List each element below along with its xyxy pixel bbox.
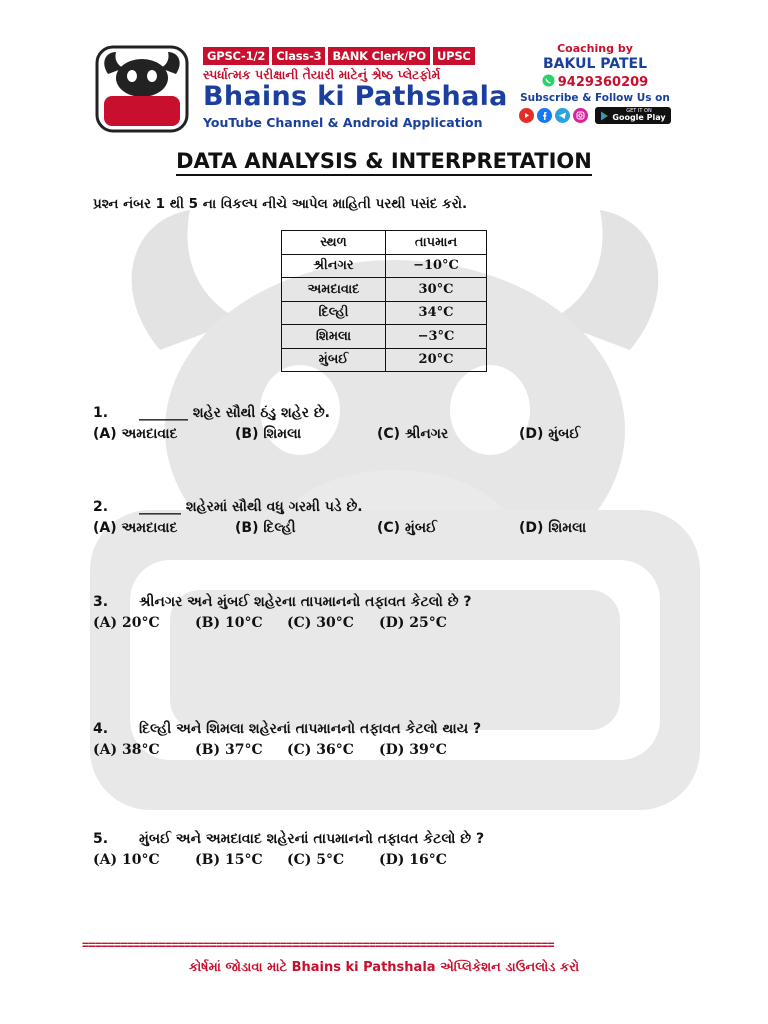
social-links <box>518 107 672 124</box>
footer-text: કોર્ષમાં જોડાવા માટે Bhains ki Pathshala એપ્લિકેશન ડાઉનલોડ કરો <box>188 960 580 975</box>
question-number: 2. <box>93 499 109 515</box>
whatsapp-icon <box>542 74 555 91</box>
option-c[interactable]: (C) શ્રીનગર <box>377 425 449 442</box>
option-b[interactable]: (B) 37°C <box>195 741 263 758</box>
option-d[interactable]: (D) 25°C <box>379 614 447 631</box>
city-cell: શિમલા <box>282 325 386 349</box>
col-header-place: સ્થળ <box>282 231 386 255</box>
option-c[interactable]: (C) 5°C <box>287 851 345 868</box>
option-c[interactable]: (C) 36°C <box>287 741 354 758</box>
tag-gpsc: GPSC-1/2 <box>203 47 269 65</box>
page-title <box>0 149 768 173</box>
question-number: 3. <box>93 594 109 610</box>
question-5 <box>93 829 484 870</box>
col-header-temp: તાપમાન <box>386 231 487 255</box>
question-text: ______ શહેરમાં સૌથી વધુ ગરમી પડે છે. <box>139 499 363 515</box>
temp-cell: 20°C <box>386 348 487 372</box>
option-b[interactable]: (B) 15°C <box>195 851 263 868</box>
brand-name: Bhains ki Pathshala <box>203 81 508 112</box>
option-a[interactable]: (A) 10°C <box>93 851 160 868</box>
option-b[interactable]: (B) 10°C <box>195 614 263 631</box>
phone-line <box>518 74 672 91</box>
city-cell: અમદાવાદ <box>282 278 386 302</box>
question-text: મુંબઈ અને અમદાવાદ શહેરનાં તાપમાનનો તફાવત કેટલો છે ? <box>139 831 485 847</box>
gplay-label: Google Play <box>612 113 666 122</box>
table-row <box>282 278 487 302</box>
question-text: શ્રીનગર અને મુંબઈ શહેરના તાપમાનનો તફાવત કેટલો છે ? <box>139 594 472 610</box>
table-header-row <box>282 231 487 255</box>
telegram-icon[interactable] <box>555 108 570 123</box>
temp-cell: 34°C <box>386 301 487 325</box>
footer-separator: ========================================================================== <box>82 938 554 952</box>
option-a[interactable]: (A) 38°C <box>93 741 160 758</box>
question-2 <box>93 497 661 538</box>
option-d[interactable]: (D) 16°C <box>379 851 447 868</box>
city-cell: મુંબઈ <box>282 348 386 372</box>
facebook-icon[interactable] <box>537 108 552 123</box>
exam-tags <box>203 47 475 65</box>
instruction-text: પ્રશ્ન નંબર 1 થી 5 ના વિકલ્પ નીચે આપેલ માહિતી પરથી પસંદ કરો. <box>93 196 468 212</box>
tag-bank: BANK Clerk/PO <box>328 47 430 65</box>
brand-subtitle: YouTube Channel & Android Application <box>203 115 483 130</box>
table-row <box>282 325 487 349</box>
google-play-button[interactable] <box>595 107 670 124</box>
coach-name: BAKUL PATEL <box>542 56 648 72</box>
subscribe-label: Subscribe & Follow Us on <box>520 92 670 104</box>
brand-tagline: સ્પર્ધાત્મક પરીક્ષાની તૈયારી માટેનું શ્રેષ્ઠ પ્લેટફોર્મ <box>203 67 441 82</box>
option-c[interactable]: (C) મુંબઈ <box>377 519 437 536</box>
option-c[interactable]: (C) 30°C <box>287 614 354 631</box>
city-cell: શ્રીનગર <box>282 254 386 278</box>
table-row <box>282 254 487 278</box>
gplay-small-label: GET IT ON <box>626 108 652 114</box>
temp-cell: −3°C <box>386 325 487 349</box>
option-d[interactable]: (D) શિમલા <box>519 519 587 536</box>
option-d[interactable]: (D) 39°C <box>379 741 447 758</box>
table-row <box>282 301 487 325</box>
tag-class3: Class-3 <box>272 47 325 65</box>
option-a[interactable]: (A) અમદાવાદ <box>93 425 178 442</box>
phone-number: 9429360209 <box>557 75 649 90</box>
coaching-by-label: Coaching by <box>557 42 633 55</box>
option-d[interactable]: (D) મુંબઈ <box>519 425 581 442</box>
google-play-icon <box>600 111 609 121</box>
question-text: દિલ્હી અને શિમલા શહેરનાં તાપમાનનો તફાવત કેટલો થાય ? <box>139 721 482 737</box>
city-cell: દિલ્હી <box>282 301 386 325</box>
question-3 <box>93 592 472 633</box>
question-1 <box>93 403 661 444</box>
instagram-icon[interactable] <box>573 108 588 123</box>
question-4 <box>93 719 481 760</box>
temp-cell: −10°C <box>386 254 487 278</box>
brand-logo <box>94 44 190 134</box>
option-b[interactable]: (B) શિમલા <box>235 425 302 442</box>
page-title-text: DATA ANALYSIS & INTERPRETATION <box>176 149 592 176</box>
question-number: 5. <box>93 831 109 847</box>
tag-upsc: UPSC <box>433 47 475 65</box>
table-row <box>282 348 487 372</box>
coach-panel <box>518 42 672 124</box>
option-b[interactable]: (B) દિલ્હી <box>235 519 296 536</box>
question-number: 1. <box>93 405 109 421</box>
temp-cell: 30°C <box>386 278 487 302</box>
option-a[interactable]: (A) 20°C <box>93 614 160 631</box>
youtube-icon[interactable] <box>519 108 534 123</box>
temperature-table <box>281 230 487 372</box>
option-a[interactable]: (A) અમદાવાદ <box>93 519 178 536</box>
question-number: 4. <box>93 721 109 737</box>
question-text: _______ શહેર સૌથી ઠંડુ શહેર છે. <box>139 405 330 421</box>
